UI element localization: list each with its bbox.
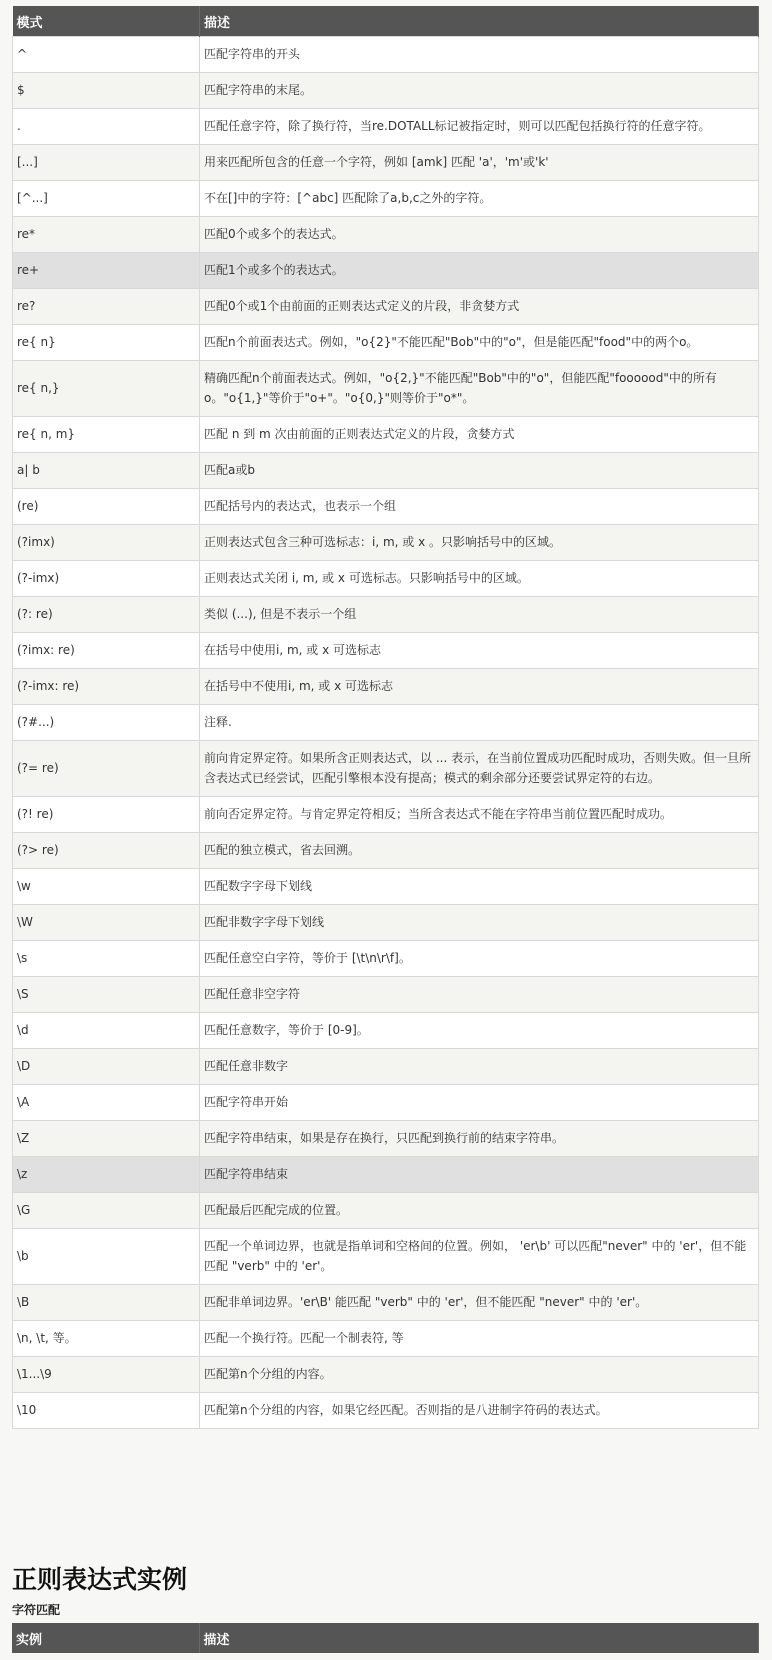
table-row — [13, 289, 759, 325]
description-cell: 匹配 n 到 m 次由前面的正则表达式定义的片段，贪婪方式 — [200, 417, 759, 453]
pattern-cell: (?imx) — [13, 525, 200, 561]
description-cell: 在括号中使用i, m, 或 x 可选标志 — [200, 633, 759, 669]
pattern-cell: . — [13, 109, 200, 145]
description-cell: 匹配0个或1个由前面的正则表达式定义的片段，非贪婪方式 — [200, 289, 759, 325]
column-header-example: 实例 — [12, 1623, 199, 1653]
pattern-cell: (re) — [13, 489, 200, 525]
description-cell: 匹配括号内的表达式，也表示一个组 — [200, 489, 759, 525]
description-cell: 前向否定界定符。与肯定界定符相反；当所含表达式不能在字符串当前位置匹配时成功。 — [200, 797, 759, 833]
description-cell: 匹配的独立模式，省去回溯。 — [200, 833, 759, 869]
table-header-row — [13, 6, 759, 37]
table-row — [13, 977, 759, 1013]
table-row — [13, 1285, 759, 1321]
pattern-cell: [^...] — [13, 181, 200, 217]
table-row — [13, 1157, 759, 1193]
regex-pattern-table — [12, 6, 759, 1429]
table-row — [13, 73, 759, 109]
table-row — [13, 1013, 759, 1049]
description-cell: 匹配a或b — [200, 453, 759, 489]
table-row — [13, 489, 759, 525]
table-row — [13, 797, 759, 833]
table-row — [13, 37, 759, 73]
description-cell: 匹配任意非数字 — [200, 1049, 759, 1085]
pattern-cell: (?! re) — [13, 797, 200, 833]
pattern-cell: re{ n,} — [13, 361, 200, 417]
table-row — [13, 741, 759, 797]
description-cell: 匹配第n个分组的内容。 — [200, 1357, 759, 1393]
description-cell: 匹配0个或多个的表达式。 — [200, 217, 759, 253]
table-row — [13, 597, 759, 633]
table-row — [13, 1085, 759, 1121]
description-cell: 匹配n个前面表达式。例如，"o{2}"不能匹配"Bob"中的"o"，但是能匹配"food"中的两个o。 — [200, 325, 759, 361]
pattern-cell: [...] — [13, 145, 200, 181]
description-cell: 匹配任意字符，除了换行符，当re.DOTALL标记被指定时，则可以匹配包括换行符的任意字符。 — [200, 109, 759, 145]
pattern-cell: (?-imx) — [13, 561, 200, 597]
table-row — [13, 1229, 759, 1285]
pattern-cell: re{ n} — [13, 325, 200, 361]
pattern-cell: re+ — [13, 253, 200, 289]
pattern-cell: (?: re) — [13, 597, 200, 633]
description-cell: 类似 (...), 但是不表示一个组 — [200, 597, 759, 633]
pattern-cell: \w — [13, 869, 200, 905]
table-row — [13, 561, 759, 597]
pattern-cell: (?-imx: re) — [13, 669, 200, 705]
column-header-description: 描述 — [200, 6, 759, 37]
description-cell: 匹配任意数字，等价于 [0-9]。 — [200, 1013, 759, 1049]
pattern-cell: re? — [13, 289, 200, 325]
pattern-cell: \1...\9 — [13, 1357, 200, 1393]
column-header-description: 描述 — [199, 1623, 758, 1653]
description-cell: 精确匹配n个前面表达式。例如，"o{2,}"不能匹配"Bob"中的"o"，但能匹配"foooood"中的所有o。"o{1,}"等价于"o+"。"o{0,}"则等价于"o*"。 — [200, 361, 759, 417]
table-row — [13, 941, 759, 977]
table-row — [13, 525, 759, 561]
table-row — [13, 905, 759, 941]
pattern-cell: \s — [13, 941, 200, 977]
pattern-cell: $ — [13, 73, 200, 109]
pattern-cell: \Z — [13, 1121, 200, 1157]
pattern-cell: re* — [13, 217, 200, 253]
description-cell: 用来匹配所包含的任意一个字符，例如 [amk] 匹配 'a'，'m'或'k' — [200, 145, 759, 181]
description-cell: 匹配非数字字母下划线 — [200, 905, 759, 941]
description-cell: 匹配第n个分组的内容，如果它经匹配。否则指的是八进制字符码的表达式。 — [200, 1393, 759, 1429]
table-row — [13, 145, 759, 181]
table-row — [13, 361, 759, 417]
description-cell: 匹配1个或多个的表达式。 — [200, 253, 759, 289]
pattern-cell: \D — [13, 1049, 200, 1085]
description-cell: 匹配非单词边界。'er\B' 能匹配 "verb" 中的 'er'，但不能匹配 "never" 中的 'er'。 — [200, 1285, 759, 1321]
description-cell: 正则表达式包含三种可选标志：i, m, 或 x 。只影响括号中的区域。 — [200, 525, 759, 561]
example-table — [12, 1623, 759, 1653]
pattern-cell: \G — [13, 1193, 200, 1229]
description-cell: 匹配任意非空字符 — [200, 977, 759, 1013]
pattern-cell: \n, \t, 等。 — [13, 1321, 200, 1357]
pattern-cell: (?#...) — [13, 705, 200, 741]
pattern-cell: re{ n, m} — [13, 417, 200, 453]
table-row — [13, 869, 759, 905]
table-row — [13, 181, 759, 217]
description-cell: 匹配任意空白字符，等价于 [\t\n\r\f]。 — [200, 941, 759, 977]
pattern-cell: \B — [13, 1285, 200, 1321]
regex-table-body — [13, 37, 759, 1429]
table-row — [13, 253, 759, 289]
table-row — [13, 453, 759, 489]
section-subtitle: 字符匹配 — [12, 1603, 61, 1617]
description-cell: 匹配最后匹配完成的位置。 — [200, 1193, 759, 1229]
description-cell: 匹配字符串开始 — [200, 1085, 759, 1121]
pattern-cell: \10 — [13, 1393, 200, 1429]
pattern-cell: a| b — [13, 453, 200, 489]
table-row — [13, 1193, 759, 1229]
description-cell: 匹配数字字母下划线 — [200, 869, 759, 905]
table-row — [13, 325, 759, 361]
table-row — [13, 1357, 759, 1393]
description-cell: 匹配字符串的开头 — [200, 37, 759, 73]
table-row — [13, 1121, 759, 1157]
description-cell: 匹配一个单词边界，也就是指单词和空格间的位置。例如， 'er\b' 可以匹配"never" 中的 'er'，但不能匹配 "verb" 中的 'er'。 — [200, 1229, 759, 1285]
table-row — [13, 833, 759, 869]
description-cell: 匹配字符串的末尾。 — [200, 73, 759, 109]
pattern-cell: ^ — [13, 37, 200, 73]
pattern-cell: (?> re) — [13, 833, 200, 869]
description-cell: 正则表达式关闭 i, m, 或 x 可选标志。只影响括号中的区域。 — [200, 561, 759, 597]
pattern-cell: \d — [13, 1013, 200, 1049]
description-cell: 不在[]中的字符：[^abc] 匹配除了a,b,c之外的字符。 — [200, 181, 759, 217]
description-cell: 前向肯定界定符。如果所含正则表达式，以 ... 表示，在当前位置成功匹配时成功，否则失败。但一旦所含表达式已经尝试，匹配引擎根本没有提高；模式的剩余部分还要尝试界定符的右边。 — [200, 741, 759, 797]
regex-pattern-table-wrapper — [12, 6, 758, 1429]
description-cell: 匹配一个换行符。匹配一个制表符, 等 — [200, 1321, 759, 1357]
description-cell: 匹配字符串结束，如果是存在换行，只匹配到换行前的结束字符串。 — [200, 1121, 759, 1157]
table-row — [13, 109, 759, 145]
pattern-cell: (?imx: re) — [13, 633, 200, 669]
example-table-header-row — [12, 1623, 758, 1653]
table-row — [13, 705, 759, 741]
pattern-cell: \z — [13, 1157, 200, 1193]
pattern-cell: \A — [13, 1085, 200, 1121]
table-row — [13, 217, 759, 253]
pattern-cell: \b — [13, 1229, 200, 1285]
table-row — [13, 1049, 759, 1085]
table-row — [13, 669, 759, 705]
table-row — [13, 1321, 759, 1357]
pattern-cell: \S — [13, 977, 200, 1013]
description-cell: 注释. — [200, 705, 759, 741]
table-row — [13, 633, 759, 669]
description-cell: 匹配字符串结束 — [200, 1157, 759, 1193]
description-cell: 在括号中不使用i, m, 或 x 可选标志 — [200, 669, 759, 705]
section-title: 正则表达式实例 — [12, 1565, 188, 1594]
column-header-pattern: 模式 — [13, 6, 200, 37]
table-row — [13, 417, 759, 453]
table-row — [13, 1393, 759, 1429]
pattern-cell: \W — [13, 905, 200, 941]
pattern-cell: (?= re) — [13, 741, 200, 797]
